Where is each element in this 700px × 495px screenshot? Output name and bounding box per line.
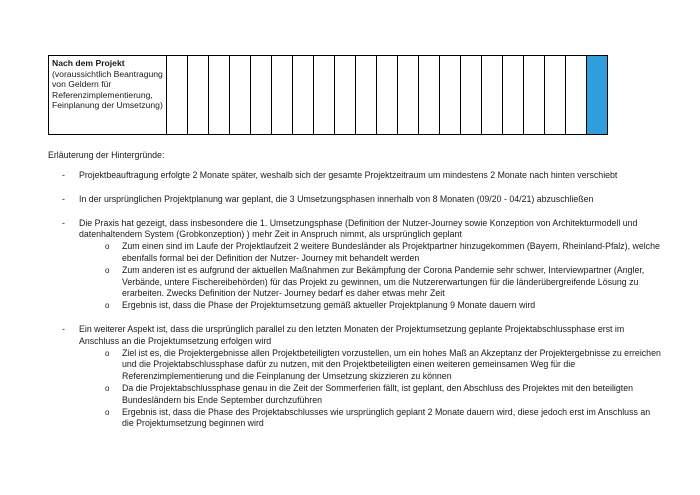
timeline-cell [503, 56, 524, 135]
timeline-cell [461, 56, 482, 135]
timeline-cell [398, 56, 419, 135]
bullet-item [62, 194, 662, 206]
timeline-cell [524, 56, 545, 135]
timeline-cell [482, 56, 503, 135]
dash-bullet-icon: - [62, 217, 65, 228]
timeline-cell [566, 56, 587, 135]
timeline-cell [188, 56, 209, 135]
timeline-cell [377, 56, 398, 135]
timeline-cell [545, 56, 566, 135]
timeline-cell [272, 56, 293, 135]
sub-bullet-item [105, 265, 662, 300]
sub-bullet-item [105, 383, 662, 407]
bullet-item [62, 324, 662, 430]
timeline-cell [209, 56, 230, 135]
sub-bullet-text: Ziel ist es, die Projektergebnisse allen Projektbeteiligten vorzustellen, um ein hohes Maß an Akzeptanz der Projektergebnisse zu erreichen und die Projektabschlussphase dafür zu nutzen, mit den Projektbeteiligten einen weiteren gemeinsamen Weg für die Referenzimplementierung und die Feinplanung der Umsetzung skizzieren zu können [122, 347, 661, 382]
bullet-item [62, 218, 662, 312]
bullet-text: Ein weiterer Aspekt ist, dass die ursprünglich parallel zu den letzten Monaten der Projektumsetzung geplante Projektabschlussphase erst im Anschluss an die Projektumsetzung erfolgen wird [79, 323, 625, 346]
bullet-list [62, 170, 662, 442]
timeline-cell [440, 56, 461, 135]
sub-bullet-text: Ergebnis ist, dass die Phase der Projektumsetzung gemäß aktueller Projektplanung 9 Monate dauern wird [122, 300, 536, 311]
timeline-cell [314, 56, 335, 135]
circle-bullet-icon: o [105, 265, 110, 275]
section-title: Erläuterung der Hintergründe: [48, 150, 165, 160]
circle-bullet-icon: o [105, 301, 110, 311]
sub-bullet-text: Da die Projektabschlussphase genau in die Zeit der Sommerferien fällt, ist geplant, den Abschluss des Projektes mit den beteiligten Bundesländern bis Ende September durchzuführen [122, 382, 633, 405]
timeline-cell [293, 56, 314, 135]
bullet-text: Projektbeauftragung erfolgte 2 Monate später, weshalb sich der gesamte Projektzeitraum um mindestens 2 Monate nach hinten verschiebt [79, 170, 618, 180]
row-label [49, 56, 167, 135]
bullet-text: Die Praxis hat gezeigt, dass insbesondere die 1. Umsetzungsphase (Definition der Nutzer-Journey sowie Konzeption von Architekturmodell und datenhaltendem System (Grobkonzeption) ) mehr Zeit in Anspruch nimmt, als ursprünglich geplant [79, 217, 638, 240]
dash-bullet-icon: - [62, 193, 65, 204]
circle-bullet-icon: o [105, 242, 110, 252]
dash-bullet-icon: - [62, 170, 65, 180]
sub-bullet-text: Ergebnis ist, dass die Phase des Projektabschlusses wie ursprünglich geplant 2 Monate dauern wird, diese jedoch erst im Anschluss an die Projektumsetzung beginnen wird [122, 406, 651, 429]
sub-bullet-text: Zum anderen ist es aufgrund der aktuellen Maßnahmen zur Bekämpfung der Corona Pandemie sehr schwer, Interviewpartner (Angler, Verbände, untere Fischereibehörden) für das Projekt zu gewinnen, um die Nutzererwartungen für die länderübergreifende Lösung zu erarbeiten. Zwecks Definition der Nutzer- Journey bedarf es daher etwas mehr Zeit [122, 264, 645, 299]
table-row [49, 56, 608, 135]
timeline-cell [230, 56, 251, 135]
bullet-text: In der ursprünglichen Projektplanung war geplant, die 3 Umsetzungsphasen innerhalb von 8 Monaten (09/20 - 04/21) abzuschließen [79, 193, 594, 204]
row-label-title: Nach dem Projekt [52, 58, 125, 68]
timeline-cell-active [587, 56, 608, 135]
timeline-cell [167, 56, 188, 135]
sub-bullet-item [105, 407, 662, 431]
circle-bullet-icon: o [105, 348, 110, 358]
dash-bullet-icon: - [62, 323, 65, 334]
circle-bullet-icon: o [105, 383, 110, 393]
sub-bullet-item [105, 241, 662, 265]
circle-bullet-icon: o [105, 407, 110, 417]
sub-bullet-text: Zum einen sind im Laufe der Projektlaufzeit 2 weitere Bundesländer als Projektpartner hinzugekommen (Bayern, Rheinland-Pfalz), welche ebenfalls formal bei der Definition der Nutzer- Journey mit behandelt werden [122, 241, 660, 263]
timeline-cell [356, 56, 377, 135]
timeline-cell [419, 56, 440, 135]
row-label-description: (voraussichtlich Beantragung von Geldern für Referenzimplementierung, Feinplanung der Umsetzung) [52, 68, 163, 111]
bullet-item [62, 170, 662, 182]
timeline-table [48, 55, 608, 135]
sub-bullet-item [105, 348, 662, 383]
timeline-cell [251, 56, 272, 135]
timeline-cell [335, 56, 356, 135]
sub-bullet-item [105, 300, 662, 312]
